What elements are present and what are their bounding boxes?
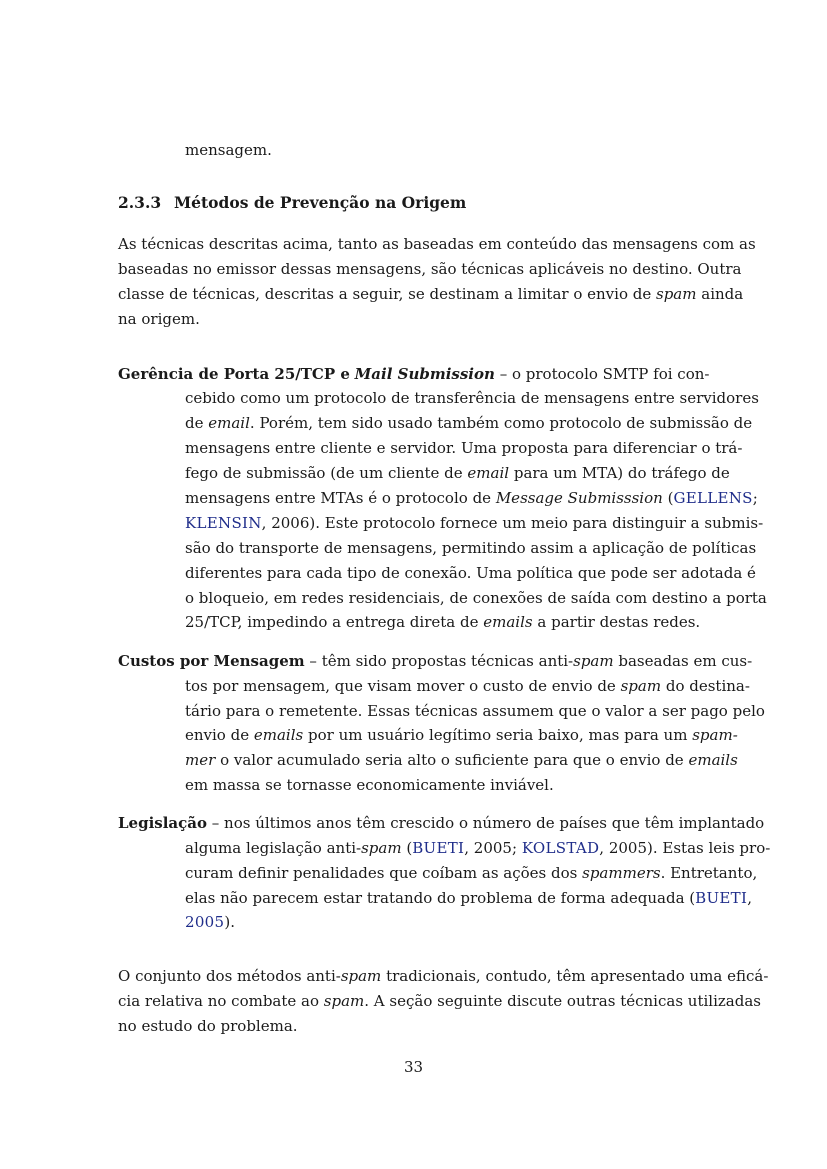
item3-text: elas não parecem estar tratando do problema de forma adequada ( <box>185 889 696 907</box>
item2-text: tos por mensagem, que visam mover o custo de envio de <box>185 677 616 695</box>
item1-line-1 <box>118 364 709 384</box>
item1-line-2: cebido como um protocolo de transferência de mensagens entre servidores <box>185 389 759 407</box>
citation-link[interactable]: KLENSIN <box>185 514 262 532</box>
item2-line-4 <box>185 725 738 745</box>
item1-term-emphasis: Mail Submission <box>354 365 495 383</box>
item3-text: curam definir penalidades que coíbam as ações dos <box>185 864 578 882</box>
item3-text: ). <box>224 913 235 931</box>
section-number: 2.3.3 <box>118 193 162 212</box>
item2-emphasis: spam <box>620 677 662 695</box>
citation-link[interactable]: KOLSTAD <box>521 839 600 857</box>
item3-line-2 <box>185 838 771 858</box>
intro-text: ainda <box>701 285 744 303</box>
item3-text: – nos últimos anos têm crescido o número de países que têm implantado <box>211 814 765 832</box>
item1-text: . Porém, tem sido usado também como protocolo de submissão de <box>249 414 753 432</box>
closing-emphasis: spam <box>323 992 365 1010</box>
item3-term: Legislação <box>118 814 207 832</box>
item1-line-4: mensagens entre cliente e servidor. Uma proposta para diferenciar o trá- <box>185 439 743 457</box>
closing-line-1 <box>118 966 769 986</box>
intro-line-3 <box>118 284 744 304</box>
item2-text: do destina- <box>665 677 750 695</box>
item3-emphasis: spam <box>361 839 402 857</box>
item2-line-1 <box>118 651 753 671</box>
continued-text: mensagem. <box>185 141 272 159</box>
item1-line-5 <box>185 463 730 483</box>
item1-text: ). Este protocolo fornece um meio para distinguir a submis- <box>309 514 764 532</box>
item3-line-4 <box>185 888 752 908</box>
item1-text: 25/TCP, impedindo a entrega direta de <box>185 613 479 631</box>
item1-text: ( <box>667 489 674 507</box>
item1-text: mensagens entre MTAs é o protocolo de <box>185 489 492 507</box>
closing-text: tradicionais, contudo, têm apresentado uma eficá- <box>386 967 769 985</box>
section-title: Métodos de Prevenção na Origem <box>174 193 467 212</box>
item1-emphasis: emails <box>483 613 533 631</box>
item3-emphasis: spammers <box>582 864 661 882</box>
item3-text: , <box>747 889 752 907</box>
item3-line-3 <box>185 863 758 883</box>
intro-text: classe de técnicas, descritas a seguir, se destinam a limitar o envio de <box>118 285 652 303</box>
item2-line-5 <box>185 750 738 770</box>
item2-emphasis: mer <box>185 751 216 769</box>
item2-text: envio de <box>185 726 250 744</box>
item3-text: alguma legislação anti- <box>185 839 362 857</box>
citation-year: , 2005 <box>599 839 648 857</box>
item1-text: ; <box>752 489 758 507</box>
item2-line-6: em massa se tornasse economicamente inviável. <box>185 776 554 794</box>
item1-line-10: o bloqueio, em redes residenciais, de conexões de saída com destino a porta <box>185 589 767 607</box>
item2-emphasis: emails <box>688 751 738 769</box>
intro-emphasis: spam <box>656 285 697 303</box>
intro-line-1: As técnicas descritas acima, tanto as baseadas em conteúdo das mensagens com as <box>118 235 756 253</box>
item3-line-5 <box>185 912 709 932</box>
citation-link[interactable]: GELLENS <box>673 489 753 507</box>
item2-line-2 <box>185 676 750 696</box>
item3-text: . Entretanto, <box>660 864 758 882</box>
item3-text: ). Estas leis pro- <box>647 839 771 857</box>
intro-line-4: na origem. <box>118 310 200 328</box>
closing-text: cia relativa no combate ao <box>118 992 320 1010</box>
item2-emphasis: emails <box>253 726 304 744</box>
closing-line-2 <box>118 991 761 1011</box>
intro-line-2: baseadas no emissor dessas mensagens, são técnicas aplicáveis no destino. Outra <box>118 260 742 278</box>
page-number: 33 <box>403 1058 424 1076</box>
item3-line-1 <box>118 813 765 833</box>
item1-text: de <box>185 414 204 432</box>
citation-link[interactable]: BUETI <box>412 839 465 857</box>
citation-year: , 2005 <box>464 839 512 857</box>
item2-emphasis: spam- <box>692 726 738 744</box>
closing-emphasis: spam <box>340 967 382 985</box>
item1-text: fego de submissão (de um cliente de <box>185 464 463 482</box>
citation-link[interactable]: 2005 <box>185 913 225 931</box>
item1-line-6 <box>185 488 758 508</box>
item1-line-7 <box>185 513 764 533</box>
citation-year: , 2006 <box>261 514 310 532</box>
item2-text: o valor acumulado seria alto o suficiente para que o envio de <box>220 751 684 769</box>
item2-term: Custos por Mensagem <box>118 652 305 670</box>
citation-link[interactable]: BUETI <box>695 889 748 907</box>
item1-emphasis: Message Submisssion <box>495 489 663 507</box>
section-heading <box>118 193 466 213</box>
item1-text: – o protocolo SMTP foi con- <box>499 365 710 383</box>
item2-emphasis: spam <box>573 652 614 670</box>
closing-line-3: no estudo do problema. <box>118 1017 298 1035</box>
item1-line-9: diferentes para cada tipo de conexão. Uma política que pode ser adotada é <box>185 564 756 582</box>
item2-text: por um usuário legítimo seria baixo, mas para um <box>308 726 688 744</box>
item1-line-3 <box>185 413 753 433</box>
closing-text: O conjunto dos métodos anti- <box>118 967 341 985</box>
item2-text: – têm sido propostas técnicas anti- <box>309 652 574 670</box>
item1-line-8: são do transporte de mensagens, permitindo assim a aplicação de políticas <box>185 539 757 557</box>
item3-text: ( <box>406 839 413 857</box>
item1-emphasis: email <box>467 464 510 482</box>
item1-term: Gerência de Porta 25/TCP e <box>118 365 350 383</box>
item3-text: ; <box>511 839 518 857</box>
closing-text: . A seção seguinte discute outras técnicas utilizadas <box>364 992 761 1010</box>
item1-text: para um MTA) do tráfego de <box>513 464 730 482</box>
item1-text: a partir destas redes. <box>537 613 701 631</box>
item1-line-11 <box>185 612 709 632</box>
item1-emphasis: email <box>208 414 250 432</box>
item2-line-3: tário para o remetente. Essas técnicas assumem que o valor a ser pago pelo <box>185 702 765 720</box>
item2-text: baseadas em cus- <box>618 652 753 670</box>
